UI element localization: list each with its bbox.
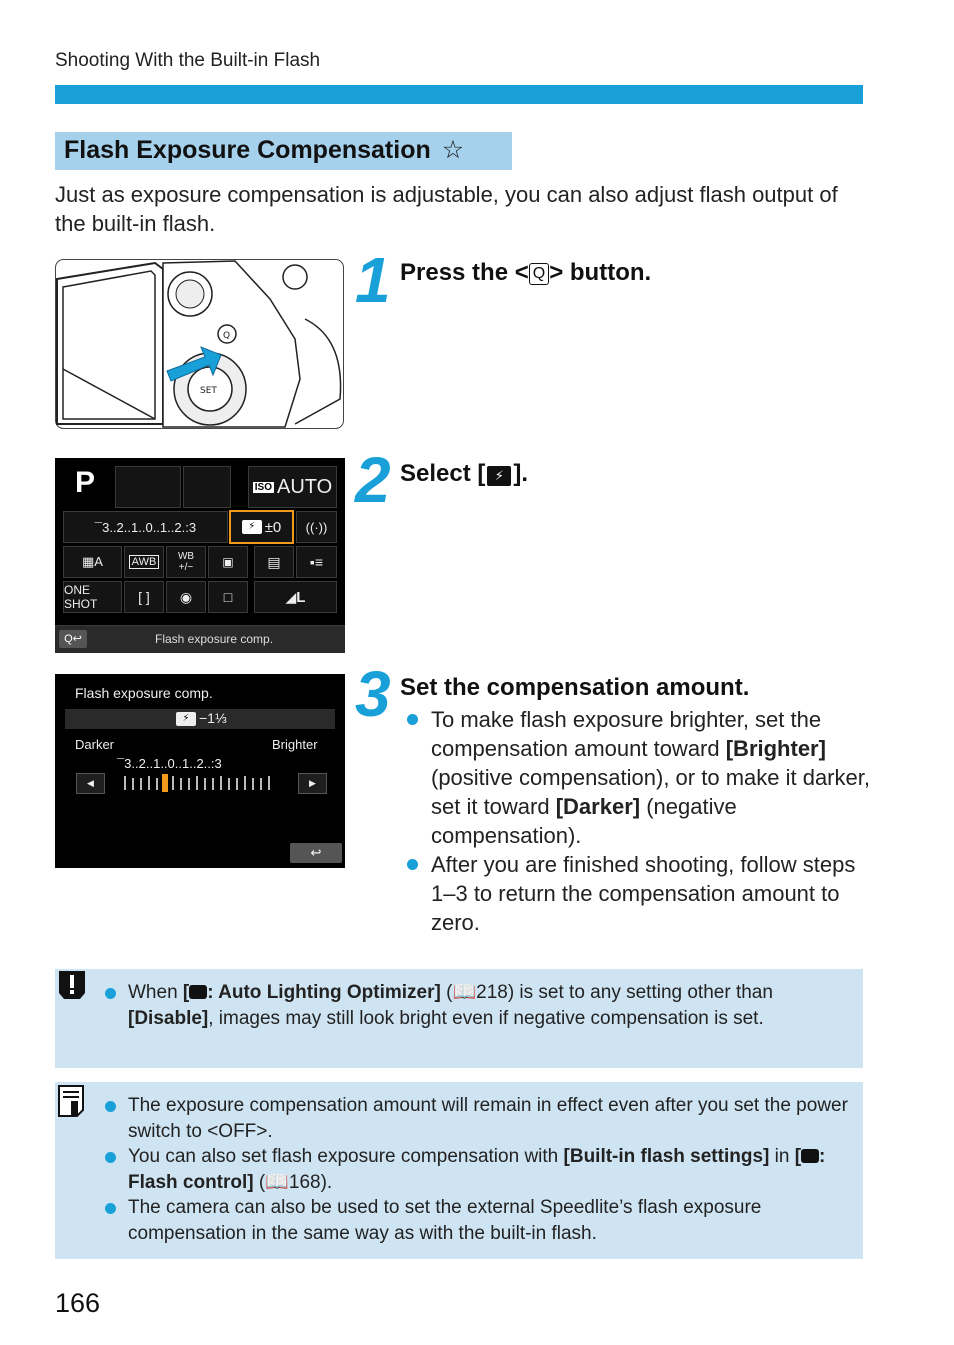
flash-comp-icon: ⚡ (242, 520, 262, 534)
running-head: Shooting With the Built-in Flash (55, 50, 321, 71)
flash-comp-icon: ⚡ (487, 466, 511, 486)
step-3-bullets (400, 705, 870, 937)
qc-footer-label: Flash exposure comp. (155, 632, 274, 646)
list-item: After you are finished shooting, follow steps 1–3 to return the compensation amount to zero. (400, 850, 870, 937)
step-3-number: 3 (355, 658, 391, 730)
flash-comp-value: ±0 (264, 518, 282, 536)
flash-comp-icon: ⚡ (176, 712, 196, 726)
wb-bracket-cell[interactable]: ▣ (208, 546, 248, 578)
metering-info-cell[interactable]: ▤ (254, 546, 294, 578)
notes-box (55, 1082, 863, 1259)
quality-value: L (296, 588, 306, 606)
bullet-dot (105, 1101, 116, 1112)
camera-back-illustration (55, 259, 344, 429)
q-button-icon: Q (529, 263, 549, 285)
white-balance-cell[interactable] (124, 546, 164, 578)
step-1-text-pre: Press the < (400, 259, 529, 286)
fec-value: −1⅓ (199, 710, 227, 726)
bullet-dot (105, 1152, 116, 1163)
list-item: To make flash exposure brighter, set the compensation amount toward [Brighter] (positive compensation), or to make it darker, set it toward [Darker] (negative compensation). (400, 705, 870, 850)
svg-text:Q: Q (223, 331, 231, 341)
qc-footer (55, 625, 345, 653)
list-item: When [ : Auto Lighting Optimizer] (📖218) is set to any setting other than [Disable], images may still look bright even if negative compensation is set. (55, 980, 855, 1031)
section-title (64, 135, 464, 165)
list-item: The exposure compensation amount will remain in effect even after you set the power switch to <OFF>. (55, 1093, 855, 1144)
iso-cell[interactable] (248, 466, 337, 508)
wb-shift-cell[interactable]: WB +/− (166, 546, 206, 578)
iso-value: AUTO (277, 475, 333, 498)
iso-badge: ISO (254, 481, 273, 493)
step-1-number: 1 (355, 244, 391, 316)
fec-screen-title: Flash exposure comp. (75, 685, 213, 701)
camera-icon (801, 1149, 819, 1163)
svg-text:SET: SET (200, 386, 217, 396)
list-item: The camera can also be used to set the external Speedlite’s flash exposure compensation in the same way as with the built-in flash. (55, 1195, 855, 1246)
bullet-dot (105, 988, 116, 999)
q-return-icon[interactable]: Q↩ (59, 630, 87, 648)
back-button[interactable]: ↩ (290, 843, 342, 863)
step-1-text-post: > button. (549, 259, 652, 286)
flash-comp-cell[interactable] (229, 510, 294, 544)
step-3-title: Set the compensation amount. (400, 674, 750, 701)
af-operation-cell[interactable]: ONE SHOT (63, 581, 122, 613)
wb-value: AWB (129, 555, 160, 569)
quick-control-screen (55, 458, 345, 652)
caution-box (55, 969, 863, 1068)
shooting-mode: P (75, 466, 96, 499)
darker-label: Darker (75, 737, 115, 752)
quality-icon: ◢ (285, 588, 297, 605)
intro-paragraph: Just as exposure compensation is adjustable, you can also adjust flash output of the built-in flash. (55, 182, 838, 236)
step-2-title (400, 460, 528, 488)
page-number: 166 (55, 1288, 101, 1318)
right-arrow-button[interactable]: ▶ (298, 773, 327, 794)
star-icon: ☆ (441, 136, 465, 164)
camera-icon (189, 985, 207, 999)
wireless-flash-cell[interactable]: ((·)) (296, 511, 337, 543)
qc-slot-b (183, 466, 231, 508)
bullet-dot (407, 859, 418, 870)
fec-indicator (162, 774, 168, 792)
notes-list (55, 1093, 855, 1246)
caution-list (55, 980, 855, 1031)
power-off-glyph: OFF (218, 1120, 257, 1142)
header-rule (55, 85, 863, 104)
drive-mode-cell[interactable]: □ (208, 581, 248, 613)
book-icon: 📖 (452, 982, 477, 1003)
qc-slot-a (115, 466, 181, 508)
fec-value-bar (65, 709, 335, 729)
book-icon: 📖 (265, 1171, 289, 1193)
metering-mode-cell[interactable]: ◉ (166, 581, 206, 613)
fec-ticks (123, 772, 275, 794)
fec-scale-label: ¯3..2..1..0..1..2..:3 (117, 756, 222, 771)
exposure-scale[interactable]: ¯3..2..1..0..1..2.:3 (63, 511, 228, 543)
step-2-text-pre: Select [ (400, 460, 486, 487)
camera-illustration (55, 259, 344, 429)
step-2-text-post: ]. (513, 460, 529, 487)
bullet-dot (105, 1203, 116, 1214)
bullet-dot (407, 714, 418, 725)
section-title-text: Flash Exposure Compensation (64, 136, 431, 164)
picture-style-cell[interactable]: ▦A (63, 546, 122, 578)
flash-comp-screen (55, 674, 345, 868)
brighter-label: Brighter (272, 737, 318, 752)
list-item: You can also set flash exposure compensation with [Built-in flash settings] in [ : Flash control] (📖168). (55, 1144, 855, 1195)
step-2-number: 2 (355, 444, 391, 516)
step-1-title (400, 259, 651, 287)
af-area-cell[interactable]: [ ] (124, 581, 164, 613)
image-quality-cell[interactable] (254, 581, 337, 613)
left-arrow-button[interactable]: ◀ (76, 773, 105, 794)
camera-settings-cell[interactable]: ▪≡ (296, 546, 337, 578)
